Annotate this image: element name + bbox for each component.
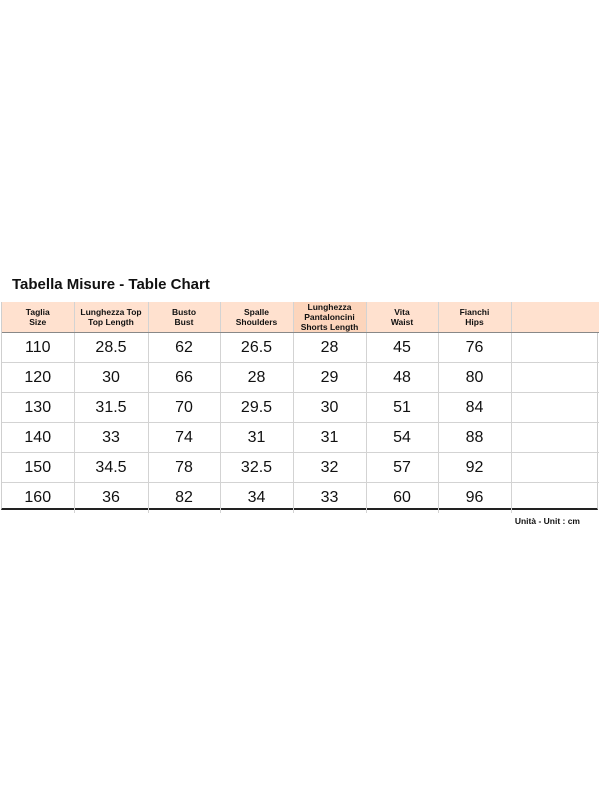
cell-shorts-length: 30 (293, 393, 366, 423)
table-row (2, 333, 599, 363)
cell-empty (511, 423, 599, 453)
cell-waist: 60 (366, 483, 438, 513)
table-row (2, 423, 599, 453)
cell-shorts-length: 28 (293, 333, 366, 363)
cell-top-length: 31.5 (74, 393, 148, 423)
page-title: Tabella Misure - Table Chart (12, 276, 210, 293)
cell-size: 120 (2, 363, 74, 393)
cell-empty (511, 453, 599, 483)
header-hips: Fianchi Hips (438, 302, 511, 333)
cell-top-length: 36 (74, 483, 148, 513)
cell-top-length: 30 (74, 363, 148, 393)
cell-bust: 66 (148, 363, 220, 393)
header-size: Taglia Size (2, 302, 74, 333)
cell-size: 160 (2, 483, 74, 513)
cell-empty (511, 333, 599, 363)
cell-empty (511, 483, 599, 513)
cell-hips: 80 (438, 363, 511, 393)
cell-waist: 51 (366, 393, 438, 423)
cell-bust: 82 (148, 483, 220, 513)
cell-hips: 76 (438, 333, 511, 363)
cell-empty (511, 393, 599, 423)
cell-hips: 84 (438, 393, 511, 423)
cell-waist: 54 (366, 423, 438, 453)
cell-hips: 96 (438, 483, 511, 513)
table-row (2, 483, 599, 513)
header-shorts-length: Lunghezza Pantaloncini Shorts Length (293, 302, 366, 333)
header-waist: Vita Waist (366, 302, 438, 333)
table-row (2, 363, 599, 393)
cell-waist: 57 (366, 453, 438, 483)
cell-shorts-length: 33 (293, 483, 366, 513)
cell-bust: 78 (148, 453, 220, 483)
table-row (2, 453, 599, 483)
cell-top-length: 33 (74, 423, 148, 453)
size-chart-table (1, 302, 598, 510)
table-row (2, 393, 599, 423)
cell-bust: 74 (148, 423, 220, 453)
table-header-row (2, 302, 599, 333)
cell-shoulders: 28 (220, 363, 293, 393)
cell-shoulders: 26.5 (220, 333, 293, 363)
cell-shorts-length: 32 (293, 453, 366, 483)
cell-hips: 92 (438, 453, 511, 483)
cell-top-length: 34.5 (74, 453, 148, 483)
cell-shorts-length: 31 (293, 423, 366, 453)
header-bust: Busto Bust (148, 302, 220, 333)
cell-shoulders: 29.5 (220, 393, 293, 423)
cell-shoulders: 34 (220, 483, 293, 513)
cell-size: 130 (2, 393, 74, 423)
cell-waist: 45 (366, 333, 438, 363)
cell-size: 140 (2, 423, 74, 453)
header-shoulders: Spalle Shoulders (220, 302, 293, 333)
cell-shoulders: 32.5 (220, 453, 293, 483)
cell-empty (511, 363, 599, 393)
cell-shorts-length: 29 (293, 363, 366, 393)
cell-waist: 48 (366, 363, 438, 393)
cell-bust: 62 (148, 333, 220, 363)
header-empty (511, 302, 599, 333)
header-top-length: Lunghezza Top Top Length (74, 302, 148, 333)
cell-shoulders: 31 (220, 423, 293, 453)
cell-size: 110 (2, 333, 74, 363)
cell-bust: 70 (148, 393, 220, 423)
unit-note: Unità - Unit : cm (514, 516, 580, 526)
cell-top-length: 28.5 (74, 333, 148, 363)
cell-hips: 88 (438, 423, 511, 453)
cell-size: 150 (2, 453, 74, 483)
